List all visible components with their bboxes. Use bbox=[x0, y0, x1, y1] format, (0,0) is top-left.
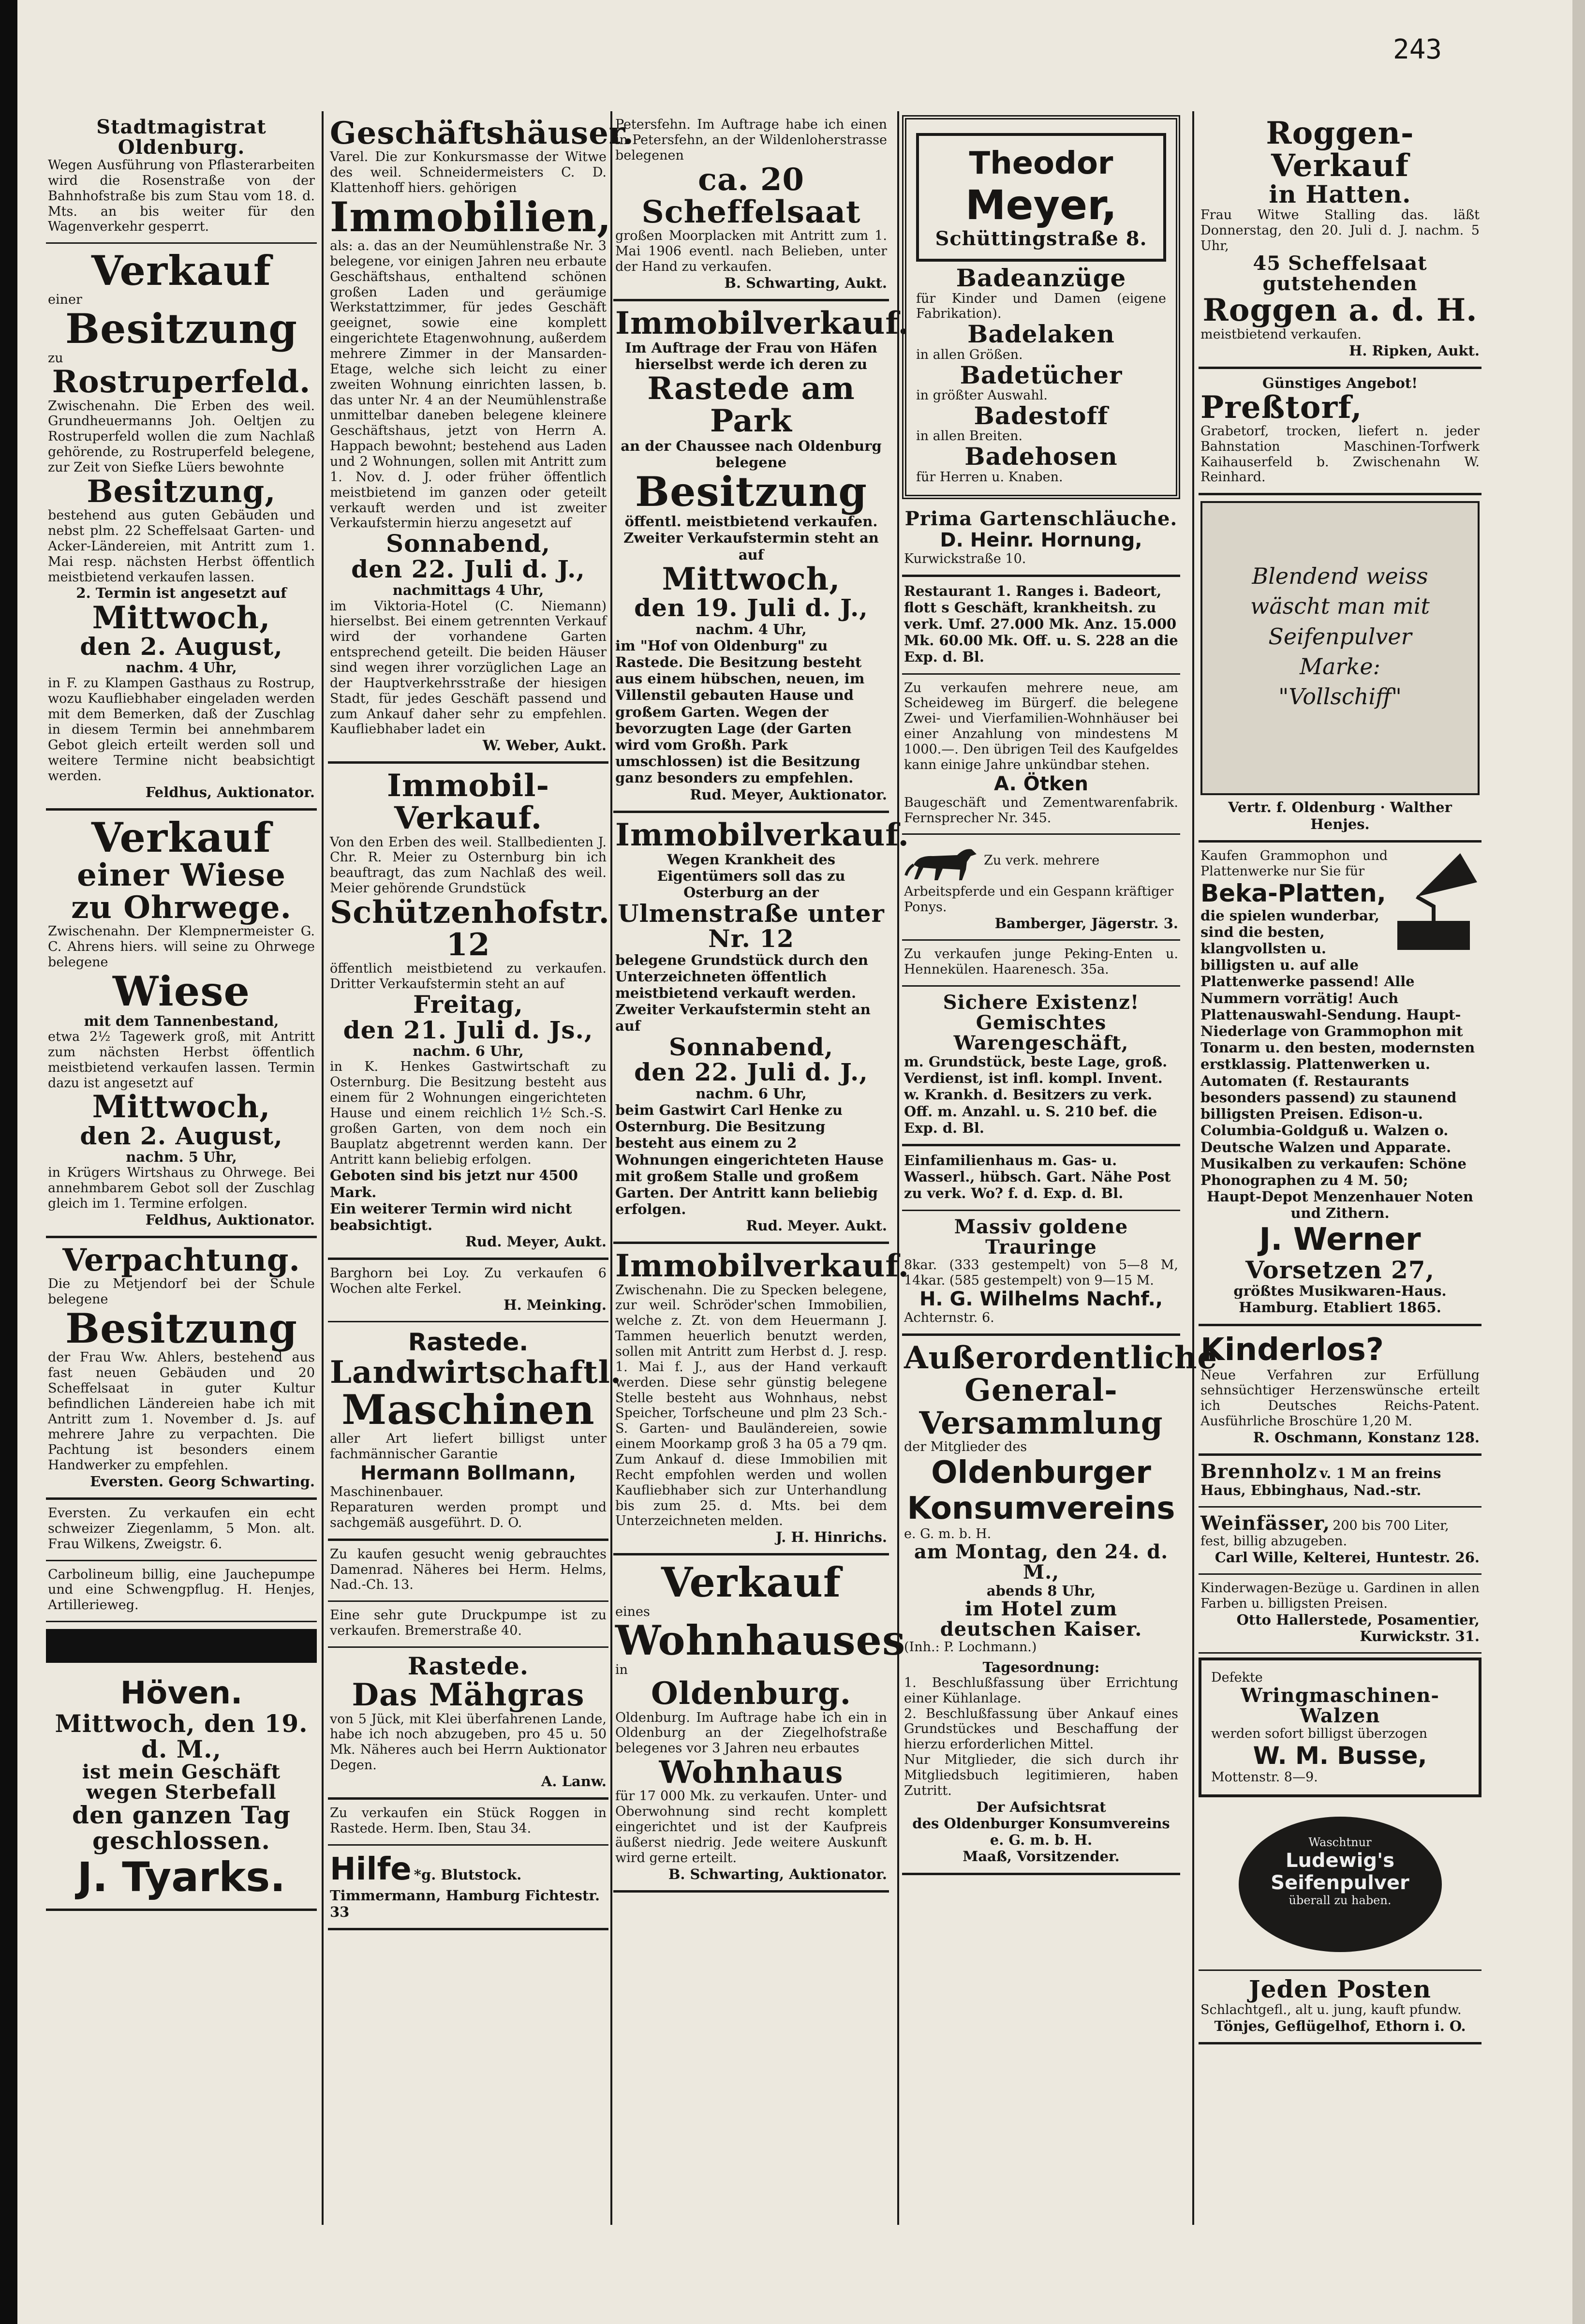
ad-immobilverkauf-rastede bbox=[613, 301, 909, 813]
ad-headline: Wohnhauses bbox=[615, 1616, 906, 1665]
ad-agenda-item: 2. Beschlußfassung über Ankauf eines Grundstückes und Beschaffung der hierzu erforderlichen Mittel. bbox=[904, 1706, 1178, 1752]
ad-weinfaesser bbox=[1199, 1508, 1481, 1575]
ad-gartenschlaeuche bbox=[902, 503, 1180, 577]
ad-company: H. G. Wilhelms Nachf., bbox=[919, 1288, 1163, 1311]
ad-time: nachm. 6 Uhr, bbox=[413, 1043, 524, 1060]
ad-address: Vorsetzen 27, bbox=[1245, 1255, 1435, 1284]
ad-text: Kaufen Grammophon und Plattenwerke nur Sie für bbox=[1200, 848, 1388, 879]
ad-text: 200 bis 700 Liter, fest, billig abzugeben. bbox=[1200, 1518, 1449, 1549]
ad-day: Mittwoch, bbox=[92, 1089, 271, 1125]
ad-hoeven bbox=[46, 1670, 317, 1911]
ad-verkauf-wohnhaus bbox=[613, 1555, 906, 1892]
ad-headline: Immobil-Verkauf. bbox=[387, 768, 549, 837]
ad-item-note: in allen Breiten. bbox=[916, 429, 1023, 444]
ad-signature: J. H. Hinrichs. bbox=[775, 1529, 887, 1546]
ad-text: Die zu Metjendorf bei der Schule belegene bbox=[48, 1276, 315, 1307]
ad-signature: Feldhus, Auktionator. bbox=[145, 784, 315, 800]
ad-roggen-verkauf bbox=[1199, 111, 1481, 369]
ad-headline: Roggen a. d. H. bbox=[1202, 292, 1478, 329]
ad-item-note: für Kinder und Damen (eigene Fabrikation). bbox=[916, 291, 1166, 322]
ad-signature: Feldhus, Auktionator. bbox=[145, 1211, 315, 1228]
ad-arbeitspferde bbox=[902, 835, 1180, 941]
ad-headline: Rastede. bbox=[408, 1328, 529, 1356]
ad-time: nachmittags 4 Uhr, bbox=[392, 582, 544, 599]
ad-text: beim Gastwirt Carl Henke zu Osternburg. Die Besitzung besteht aus einem zu 2 Wohnungen eingerichteten Hause mit großem Stalle und großem Garten. Der Antritt kann beliebig erfolgen. bbox=[615, 1101, 884, 1218]
black-rule bbox=[46, 1629, 317, 1663]
ad-date: den 21. Juli d. Js., bbox=[343, 1015, 593, 1044]
ad-headline: Immobilverkauf. bbox=[615, 1248, 909, 1285]
ad-ludewigs-brand: Ludewig's bbox=[1285, 1850, 1395, 1872]
ad-hilfe bbox=[328, 1846, 608, 1930]
ad-signature: des Oldenburger Konsumvereins e. G. m. b. H. bbox=[912, 1815, 1170, 1849]
horse-icon bbox=[904, 841, 981, 884]
ad-restaurant bbox=[902, 577, 1180, 675]
ad-place: Oldenburg. bbox=[651, 1675, 852, 1712]
ad-subline: e. G. m. b. H. bbox=[904, 1526, 992, 1541]
ad-brennholz bbox=[1199, 1456, 1481, 1508]
ad-headline: Besitzung bbox=[65, 1304, 298, 1352]
ad-company: J. Werner bbox=[1259, 1221, 1421, 1258]
ad-headline: Konsumvereins bbox=[907, 1490, 1175, 1526]
ad-headline: Besitzung, bbox=[87, 473, 276, 510]
ad-script-line: Blendend weiss bbox=[1252, 563, 1428, 590]
ad-text: Zwischenahn. Die Erben des weil. Grundheuermanns Joh. Oeltjen zu Rostruperfeld wollen die zum Nachlaß gehörende, zu Rostruperfeld belegene, zur Zeit von Siefke Lüers bewohnte bbox=[48, 398, 315, 475]
ad-headline: Besitzung bbox=[65, 305, 298, 353]
ad-signature: Eversten. Georg Schwarting. bbox=[90, 1473, 315, 1490]
ad-text: öffentl. meistbietend verkaufen. Zweiter Verkaufstermin steht an auf bbox=[623, 513, 879, 563]
laundry-illustration bbox=[1200, 501, 1480, 795]
ad-text: Frau Witwe Stalling das. läßt Donnerstag, den 20. Juli d. J. nachm. 5 Uhr, bbox=[1200, 207, 1480, 253]
ad-wringmaschinen bbox=[1199, 1658, 1481, 1798]
ad-text: 8kar. (333 gestempelt) von 5—8 M, 14kar. (585 gestempelt) von 9—15 M. bbox=[904, 1257, 1178, 1288]
ad-enten bbox=[902, 941, 1180, 987]
ad-name-box bbox=[916, 133, 1166, 262]
ad-headline: Maschinen bbox=[341, 1386, 595, 1434]
ad-script-line: "Vollschiff" bbox=[1278, 683, 1402, 710]
ad-headline: ca. 20 Scheffelsaat bbox=[641, 161, 861, 230]
ad-text: Eversten. Zu verkaufen ein echt schweizer Ziegenlamm, 5 Mon. alt. Frau Wilkens, Zweigstr. 6. bbox=[48, 1505, 315, 1552]
ad-text: ist mein Geschäft wegen Sterbefall bbox=[82, 1761, 281, 1804]
ad-text: den ganzen Tag geschlossen. bbox=[72, 1801, 291, 1855]
ad-place: im Hotel zum deutschen Kaiser. bbox=[940, 1597, 1142, 1641]
ad-text: Zu verkaufen ein Stück Roggen in Rastede. Herm. Iben, Stau 34. bbox=[330, 1806, 607, 1836]
ad-item: Badetücher bbox=[960, 360, 1123, 389]
ad-oetken bbox=[902, 675, 1180, 835]
ad-jeden-posten bbox=[1199, 1971, 1481, 2044]
ad-agenda-title: Tagesordnung: bbox=[982, 1658, 1100, 1675]
ad-company: A. Ötken bbox=[993, 772, 1089, 795]
ad-bold-text: Ein weiterer Termin wird nicht beabsichtigt. bbox=[330, 1200, 572, 1234]
ad-text: Zwischenahn. Der Klempnermeister G. C. Ahrens hiers. will seine zu Ohrwege belegene bbox=[48, 924, 315, 970]
ad-text: in K. Henkes Gastwirtschaft zu Osternburg. Die Besitzung besteht aus einem für 2 Wohnungen eingerichteten Hause und einem reichlich 1½ Sch.-S. großen Garten, von dem noch ein Bauplatz abgetrennt werden kann. Der Antritt kann beliebig erfolgen. bbox=[330, 1059, 607, 1167]
ad-headline: Verkauf bbox=[661, 1558, 841, 1607]
ad-signature: W. Weber, Aukt. bbox=[482, 737, 607, 754]
ad-headline: Verkauf bbox=[91, 813, 271, 861]
ad-headline: Höven. bbox=[120, 1675, 243, 1712]
ad-signature: R. Oschmann, Konstanz 128. bbox=[1253, 1429, 1480, 1446]
ad-time: nachm. 4 Uhr, bbox=[126, 659, 237, 676]
ad-subline: (Inh.: P. Lochmann.) bbox=[904, 1639, 1037, 1655]
ad-kinderlos bbox=[1199, 1326, 1481, 1456]
ad-maehgras bbox=[328, 1648, 608, 1800]
ad-verpachtung bbox=[46, 1238, 317, 1500]
ad-beka-platten bbox=[1199, 843, 1481, 1326]
ad-text: Zu kaufen gesucht wenig gebrauchtes Damenrad. Näheres bei Herm. Helms, Nad.-Ch. 13. bbox=[330, 1546, 607, 1593]
ad-headline: Brennholz bbox=[1200, 1460, 1318, 1483]
ad-headline: Außerordentliche bbox=[904, 1340, 1218, 1377]
ad-headline: Massiv goldene Trauringe bbox=[954, 1215, 1128, 1258]
ad-signature: Rud. Meyer, Aukt. bbox=[465, 1233, 607, 1250]
ad-text: etwa 2½ Tagewerk groß, mit Antritt zum nächsten Herbst öffentlich meistbietend verkaufen lassen. Termin dazu ist angesetzt auf bbox=[48, 1029, 315, 1091]
ad-address: Kurwickstraße 10. bbox=[904, 551, 1026, 566]
ad-text: in Krügers Wirtshaus zu Ohrwege. Bei annehmbarem Gebot soll der Zuschlag gleich im 1. Termine erfolgen. bbox=[48, 1165, 315, 1212]
ad-signature: Maaß, Vorsitzender. bbox=[963, 1848, 1120, 1865]
ad-script-line: wäscht man mit bbox=[1250, 593, 1430, 620]
ad-script-line: Marke: bbox=[1299, 653, 1381, 680]
ad-text: Eine sehr gute Druckpumpe ist zu verkaufen. Bremerstraße 40. bbox=[330, 1608, 607, 1639]
ad-text: der Frau Ww. Ahlers, bestehend aus fast neuen Gebäuden und 20 Scheffelsaat in guter Kultur befindlichen Ländereien habe ich mit Antritt zum 1. November d. Js. auf mehrere Jahre zu verpachten. Die Pachtung ist besonders einem Handwerker zu empfehlen. bbox=[48, 1350, 315, 1473]
ad-signature: B. Schwarting, Aukt. bbox=[724, 274, 887, 291]
ad-warengeschaeft bbox=[902, 987, 1180, 1146]
ad-text: im "Hof von Oldenburg" zu Rastede. Die Besitzung besteht aus einem hübschen, neuen, im Villenstil gebauten Hause und großem Garten. Wegen der bevorzugten Lage (der Garten wird vom Großh. Park umschlossen) ist die Besitzung ganz besonders zu empfehlen. bbox=[615, 637, 865, 786]
ad-druckpumpe bbox=[328, 1602, 608, 1648]
ad-text: an der Chaussee nach Oldenburg belegene bbox=[621, 437, 882, 471]
ad-text: die spielen wunderbar, sind die besten, klangvollsten u. billigsten u. auf alle Plattenwerke passend! Alle Nummern vorrätig! Auch Plattenauswahl-Sendung. Haupt-Niederlage von Grammophon mit Tonarm u. den besten, modernsten erstklassig. Plattenwerken u. Automaten (f. Restaurants besonders passend) zu staunend billigsten Preisen. Edison-u. Columbia-Goldguß u. Walzen o. Deutsche Walzen und Apparate. Musikalben zu verkaufen: Schöne Phonographen zu 4 M. 50; bbox=[1200, 907, 1475, 1188]
ad-headline: Preßtorf, bbox=[1200, 389, 1363, 426]
ad-immobilverkauf-zwischenahn bbox=[613, 1244, 909, 1555]
ad-headline: Weinfässer, bbox=[1200, 1512, 1331, 1535]
ad-address: Mottenstr. 8—9. bbox=[1211, 1769, 1318, 1785]
ad-damenrad bbox=[328, 1541, 608, 1602]
ad-headline: Gemischtes Warengeschäft, bbox=[953, 1011, 1129, 1054]
ad-text: Varel. Die zur Konkursmasse der Witwe des weil. Schneidermeisters C. D. Klattenhoff hiers. gehörigen bbox=[330, 149, 607, 195]
ad-signature: J. Tyarks. bbox=[77, 1853, 286, 1901]
ad-place: in Hatten. bbox=[1269, 180, 1411, 209]
ad-text: Barghorn bei Loy. Zu verkaufen 6 Wochen alte Ferkel. bbox=[330, 1266, 607, 1297]
ad-place: Rostruperfeld. bbox=[52, 364, 311, 400]
ad-text: von 5 Jück, mit Klei überfahrenen Lande, habe ich noch abzugeben, pro 45 u. 50 Mk. Näheres auch bei Herrn Auktionator Degen. bbox=[330, 1711, 607, 1773]
ad-text: v. 1 M an freins Haus, Ebbinghaus, Nad.-str. bbox=[1200, 1465, 1441, 1499]
ad-time: abends 8 Uhr, bbox=[986, 1582, 1096, 1599]
ad-text: aller Art liefert billigst unter fachmännischer Garantie bbox=[330, 1431, 607, 1462]
ad-headline: Günstiges Angebot! bbox=[1262, 374, 1418, 391]
column-2 bbox=[328, 111, 634, 2225]
ad-day: Freitag, bbox=[413, 990, 523, 1019]
column-rule bbox=[610, 111, 612, 2225]
ad-title: Stadtmagistrat Oldenburg. bbox=[96, 116, 267, 159]
ad-headline: Schützenhofstr. 12 bbox=[330, 894, 610, 963]
ad-headline: einer Wiese bbox=[77, 857, 286, 893]
ad-item: Badeanzüge bbox=[956, 264, 1126, 292]
ad-text: Oldenburg. Im Auftrage habe ich ein in Oldenburg an der Ziegelhofstraße belegenes vor 3 Jahren neu erbautes bbox=[615, 1710, 887, 1756]
ad-subline: Baugeschäft und Zementwarenfabrik. Fernsprecher Nr. 345. bbox=[904, 795, 1178, 826]
ad-headline: Sichere Existenz! bbox=[943, 991, 1140, 1014]
ad-company: D. Heinr. Hornung, bbox=[940, 529, 1142, 551]
ad-vollschiff bbox=[1199, 495, 1481, 842]
ad-text: im Viktoria-Hotel (C. Niemann) hierselbst. Bei einem getrennten Verkauf wird der vorhandene Garten entsprechend geteilt. Die beiden Häuser sind wegen ihrer vorzüglichen Lage an der Hauptverkehrsstraße der hiesigen Stadt, für jedes Geschäft passend und zum Ankauf daher sehr zu empfehlen. Kaufliebhaber ladet ein bbox=[330, 598, 607, 737]
ad-text: großen Moorplacken mit Antritt zum 1. Mai 1906 eventl. nach Belieben, unter der Hand zu verkaufen. bbox=[615, 228, 887, 274]
ad-headline: Versammlung bbox=[919, 1405, 1163, 1441]
ad-ludewigs-line: überall zu haben. bbox=[1289, 1894, 1392, 1907]
ad-text: Zu verkaufen junge Peking-Enten u. Hennekülen. Haarenesch. 35a. bbox=[904, 947, 1178, 977]
ad-date: den 2. August, bbox=[80, 632, 283, 661]
ad-text: Wegen Krankheit des Eigentümers soll das zu Osterburg an der bbox=[657, 851, 845, 901]
ad-subline: in bbox=[615, 1662, 628, 1677]
ad-text: Reparaturen werden prompt und sachgemäß ausgeführt. D. O. bbox=[330, 1499, 607, 1530]
ad-day: Mittwoch, bbox=[92, 599, 271, 636]
ad-signature: Tönjes, Geflügelhof, Ethorn i. O. bbox=[1214, 2017, 1466, 2034]
ad-headline: Hilfe bbox=[330, 1851, 412, 1887]
ad-kinderwagen bbox=[1199, 1575, 1481, 1654]
ad-text: für 17 000 Mk. zu verkaufen. Unter- und Oberwohnung sind recht komplett eingerichtet und ist der Kaufpreis äußerst niedrig. Jede weitere Auskunft wird gerne erteilt. bbox=[615, 1789, 887, 1865]
ad-signature: Bamberger, Jägerstr. 3. bbox=[994, 915, 1178, 932]
ad-time: nachm. 4 Uhr, bbox=[696, 621, 807, 637]
ad-text: Grabetorf, trocken, liefert n. jeder Bahnstation Maschinen-Torfwerk Kaihauserfeld b. Zwischenahn W. Reinhard. bbox=[1200, 423, 1480, 485]
ad-text: werden sofort billigst überzogen bbox=[1211, 1726, 1428, 1741]
ad-headline: Wiese bbox=[113, 967, 250, 1015]
ad-bollmann-maschinen bbox=[328, 1322, 622, 1541]
ad-company: Meyer, bbox=[965, 181, 1117, 229]
ad-day: Mittwoch, den 19. d. M., bbox=[55, 1709, 308, 1763]
ad-company: Hermann Bollmann, bbox=[360, 1462, 577, 1485]
ad-text: Restaurant 1. Ranges i. Badeort, flott s Geschäft, krankheitsh. zu verk. Umf. 27.000 Mk. Anz. 15.000 Mk. 60.00 Mk. Off. u. S. 228 an die Exp. d. Bl. bbox=[904, 582, 1178, 666]
gramophone-icon bbox=[1388, 848, 1480, 960]
column-1 bbox=[46, 111, 317, 2225]
ad-stadtmagistrat bbox=[46, 111, 317, 244]
ad-text: Wegen Ausführung von Pflasterarbeiten wird die Rosenstraße von der Bahnhofstraße bis zum Stau vom 18. d. Mts. an bis weiter für den Wagenverkehr gesperrt. bbox=[48, 158, 315, 235]
ad-address: Achternstr. 6. bbox=[904, 1310, 994, 1326]
ad-text: als: a. das an der Neumühlenstraße Nr. 3 belegene, vor einigen Jahren neu erbaute Geschäftshaus, enthaltend schönen großen Laden und geräumige Werkstattzimmer, für jedes Geschäft geeignet, sowie eine komplett eingerichtete Etagenwohnung, außerdem mehrere Zimmer in der Mansarden-Etage, welche sich leicht zu einer zweiten Wohnung einrichten lassen, b. das unter Nr. 4 an der Neumühlenstraße unmittelbar daneben belegene kleinere Geschäftshaus, jetzt von Herrn A. Happach bewohnt; bestehend aus Laden und 2 Wohnungen, sollen mit Antritt zum 1. Nov. d. J. oder früher öffentlich meistbietend im ganzen oder geteilt verkauft werden und ist zweiter Verkaufstermin hierzu angesetzt auf bbox=[330, 238, 607, 531]
ad-agenda-item: 1. Beschlußfassung über Errichtung einer Kühlanlage. bbox=[904, 1675, 1178, 1706]
ad-subline: Maschinenbauer. bbox=[330, 1484, 444, 1500]
ad-text: Im Auftrage der Frau von Häfen hierselbst werde ich deren zu bbox=[625, 339, 877, 372]
ad-theodor-meyer bbox=[902, 115, 1180, 499]
ad-geschaeftshaeuser bbox=[328, 111, 634, 764]
ad-bold-text: Geboten sind bis jetzt nur 4500 Mark. bbox=[330, 1167, 578, 1200]
ad-day: Sonnabend, bbox=[385, 529, 551, 558]
ad-text: in F. zu Klampen Gasthaus zu Rostrup, wozu Kaufliebhaber eingeladen werden mit dem Bemerken, daß der Zuschlag in diesem Termin bei annehmbarem Gebot gleich erteilt werden soll und weitere Termine nicht beabsichtigt werden. bbox=[48, 676, 315, 784]
ad-subline: Defekte bbox=[1211, 1670, 1263, 1685]
ad-headline: Landwirtschaftl. bbox=[330, 1354, 622, 1391]
ad-company: W. M. Busse, bbox=[1253, 1741, 1427, 1770]
column-5 bbox=[1199, 111, 1481, 2225]
ad-trauringe bbox=[902, 1211, 1180, 1336]
ad-address: Schüttingstraße 8. bbox=[935, 227, 1147, 250]
column-rule bbox=[322, 111, 324, 2225]
ad-text: Carbolineum billig, eine Jauchepumpe und eine Schwengpflug. H. Henjes, Artillerieweg. bbox=[48, 1567, 315, 1613]
ad-item-note: in größter Auswahl. bbox=[916, 388, 1048, 403]
ad-immobilverkauf-osterburg bbox=[613, 813, 909, 1244]
ad-item: Badestoff bbox=[974, 401, 1109, 430]
ad-item: Badelaken bbox=[967, 320, 1115, 349]
ad-text: bestehend aus guten Gebäuden und nebst plm. 22 Scheffelsaat Garten- und Acker-Ländereien, mit Antritt zum 1. Mai resp. nächsten Herbst öffentlich meistbietend verkaufen lassen. bbox=[48, 508, 315, 585]
ad-day: Sonnabend, bbox=[668, 1032, 834, 1061]
ad-headline: Wringmaschinen-Walzen bbox=[1240, 1684, 1440, 1727]
ad-subline: mit dem Tannenbestand, bbox=[84, 1012, 279, 1029]
ad-headline: Besitzung bbox=[635, 467, 868, 516]
ad-headline: General- bbox=[964, 1372, 1118, 1409]
page-number: 243 bbox=[1393, 34, 1442, 65]
ad-script-line: Seifenpulver bbox=[1268, 623, 1412, 650]
ad-headline: Beka-Platten, bbox=[1200, 879, 1386, 907]
ad-ludewigs-oval bbox=[1239, 1817, 1442, 1952]
ad-date: den 22. Juli d. J., bbox=[634, 1058, 868, 1087]
ad-item-note: für Herren u. Knaben. bbox=[916, 469, 1063, 485]
ad-bold-text: Haupt-Depot Menzenhauer Noten und Zithern. bbox=[1207, 1188, 1473, 1222]
ad-petersfehn bbox=[613, 111, 889, 301]
ad-day: Mittwoch, bbox=[662, 561, 841, 597]
ad-immobil-verkauf bbox=[328, 764, 608, 1260]
ad-signature: Der Aufsichtsrat bbox=[976, 1798, 1106, 1815]
ad-day: am Montag, den 24. d. M., bbox=[914, 1540, 1169, 1584]
page-edge-left bbox=[0, 0, 17, 2324]
column-rule bbox=[897, 111, 899, 2225]
ad-company: Theodor bbox=[969, 146, 1113, 181]
ad-headline: Verpachtung. bbox=[62, 1242, 300, 1278]
ad-text: Einfamilienhaus m. Gas- u. Wasserl., hübsch. Gart. Nähe Post zu verk. Wo? f. d. Exp. d. Bl. bbox=[904, 1152, 1171, 1202]
ad-text: Nur Mitglieder, die sich durch ihr Mitgliedsbuch legitimieren, haben Zutritt. bbox=[904, 1752, 1178, 1798]
ad-headline: Immobilverkauf. bbox=[615, 305, 909, 341]
ad-subline: der Mitglieder des bbox=[904, 1439, 1027, 1454]
ad-ziegenlamm bbox=[46, 1500, 317, 1561]
ad-place: zu Ohrwege. bbox=[71, 889, 292, 926]
ad-headline: Kinderlos? bbox=[1200, 1332, 1384, 1368]
ad-headline: Oldenburger bbox=[931, 1454, 1151, 1491]
ad-signature: H. Ripken, Aukt. bbox=[1349, 342, 1480, 359]
ad-signature: A. Lanw. bbox=[541, 1773, 607, 1790]
ad-headline: Wohnhaus bbox=[659, 1754, 844, 1791]
ad-headline: Ulmenstraße unter Nr. 12 bbox=[618, 899, 885, 953]
ad-text: Neue Verfahren zur Erfüllung sehnsüchtiger Herzenswünsche erteilt ich Deutsches Reichs-Patent. Ausführliche Broschüre 1,20 M. bbox=[1200, 1367, 1480, 1429]
ad-subline: zu bbox=[48, 350, 63, 366]
ad-signature: B. Schwarting, Auktionator. bbox=[668, 1865, 887, 1882]
ad-headline: Geschäftshäuser. bbox=[330, 115, 634, 151]
ad-item-note: in allen Größen. bbox=[916, 347, 1023, 362]
ad-text: meistbietend verkaufen. bbox=[1200, 326, 1362, 342]
ad-headline: Rastede. bbox=[407, 1651, 529, 1680]
column-4 bbox=[902, 111, 1218, 2225]
ad-signature: Otto Hallerstede, Posamentier, Kurwickstr. 31. bbox=[1236, 1611, 1480, 1644]
ad-headline: Immobilien, bbox=[330, 192, 612, 241]
ad-subline: eines bbox=[615, 1604, 650, 1619]
ad-headline: Das Mähgras bbox=[352, 1677, 585, 1714]
ad-time: nachm. 5 Uhr, bbox=[126, 1149, 237, 1166]
ad-text: m. Grundstück, beste Lage, groß. Verdienst, ist infl. kompl. Invent. w. Krankh. d. Besitzers zu verk. Off. m. Anzahl. u. S. 210 bef. die Exp. d. Bl. bbox=[904, 1053, 1168, 1136]
ad-date: den 22. Juli d. J., bbox=[351, 554, 585, 583]
ad-headline: Jeden Posten bbox=[1248, 1975, 1431, 2004]
ad-signature: Rud. Meyer, Auktionator. bbox=[690, 786, 887, 803]
ad-headline: 45 Scheffelsaat gutstehenden bbox=[1253, 252, 1427, 296]
ad-termin: 2. Termin ist angesetzt auf bbox=[76, 585, 287, 602]
ad-ludewigs-line: Waschtnur bbox=[1308, 1836, 1372, 1850]
ad-ludewigs-product: Seifenpulver bbox=[1271, 1872, 1409, 1894]
ad-text: Zwischenahn. Die zu Specken belegene, zur weil. Schröder'schen Immobilien, welche z. Zt. von dem Heuermann J. Tammen heuerlich benutzt werden, sollen mit Antritt zum Herbst d. J. resp. 1. Mai f. J., aus der Hand verkauft werden. Diese sehr günstig belegene Stelle besteht aus Wohnhaus, nebst Speicher, Torfscheune und plm 23 Sch.-S. Garten- und Bauländereien, sowie einem Moorkamp groß 3 ha 05 a 79 qm. Zum Ankauf d. diese Immobilien mit Recht empfohlen werden und wollen Kaufliebhaber sich zur Unterhandlung bis zum 25. d. Mts. bei dem Unterzeichneten melden. bbox=[615, 1282, 887, 1529]
ad-caption: Vertr. f. Oldenburg · Walther Henjes. bbox=[1228, 799, 1452, 832]
ad-text: Schlachtgefl., alt u. jung, kauft pfundw. bbox=[1200, 2002, 1462, 2017]
column-rule bbox=[1192, 111, 1194, 2225]
ad-headline: Verkauf bbox=[91, 247, 271, 295]
ad-signature: H. Meinking. bbox=[504, 1296, 607, 1313]
ad-text: Kinderwagen-Bezüge u. Gardinen in allen Farben u. billigsten Preisen. bbox=[1200, 1581, 1480, 1611]
ad-text: Zu verkaufen mehrere neue, am Scheideweg im Bürgerf. die belegene Zwei- und Vierfamilien-Wohnhäuser bei einer Anzahlung von mindestens M 1000.—. Den übrigen Teil des Kaufgeldes kann einige Jahre unkündbar stehen. bbox=[904, 680, 1178, 772]
ad-script bbox=[1202, 503, 1478, 711]
ad-text: größtes Musikwaren-Haus. Hamburg. Etabliert 1865. bbox=[1233, 1283, 1447, 1316]
ad-item: Badehosen bbox=[964, 442, 1118, 471]
ad-ferkel bbox=[328, 1260, 608, 1322]
ad-time: nachm. 6 Uhr, bbox=[696, 1085, 807, 1102]
ad-generalversammlung bbox=[902, 1336, 1218, 1875]
page-edge-right bbox=[1572, 0, 1585, 2324]
ad-text: öffentlich meistbietend zu verkaufen. Dritter Verkaufstermin steht an auf bbox=[330, 961, 607, 992]
ad-headline: Prima Gartenschläuche. bbox=[904, 507, 1178, 530]
ad-date: den 19. Juli d. J., bbox=[634, 593, 868, 622]
ad-subline: einer bbox=[48, 292, 82, 308]
ad-einfamilienhaus bbox=[902, 1146, 1180, 1211]
ad-headline: Roggen-Verkauf bbox=[1266, 115, 1414, 184]
ad-roggen-rastede bbox=[328, 1800, 608, 1846]
ad-text: *g. Blutstock. Timmermann, Hamburg Fichtestr. 33 bbox=[330, 1866, 600, 1920]
column-3 bbox=[613, 111, 909, 2225]
ad-signature: Rud. Meyer. Aukt. bbox=[746, 1217, 887, 1234]
ad-text: Zu verk. mehrere Arbeitspferde und ein Gespann kräftiger Ponys. bbox=[904, 853, 1174, 915]
ad-ludewigs bbox=[1199, 1801, 1481, 1971]
ad-headline: Immobilverkauf. bbox=[615, 816, 909, 853]
ad-verkauf-besitzung bbox=[46, 244, 317, 810]
ad-headline: Rastede am Park bbox=[647, 370, 855, 440]
ad-verkauf-wiese bbox=[46, 811, 317, 1238]
ad-text: Von den Erben des weil. Stallbedienten J. Chr. R. Meier zu Osternburg bin ich beauftragt, das zum Nachlaß des weil. Meier gehörende Grundstück bbox=[330, 834, 607, 896]
ad-text: Petersfehn. Im Auftrage habe ich einen in Petersfehn, an der Wildenloherstrasse belegenen bbox=[615, 117, 887, 163]
ad-carbolineum bbox=[46, 1561, 317, 1623]
ad-text: belegene Grundstück durch den Unterzeichneten öffentlich meistbietend verkauft werden. Zweiter Verkaufstermin steht an auf bbox=[615, 951, 871, 1035]
ad-date: den 2. August, bbox=[80, 1121, 283, 1150]
ad-signature: Carl Wille, Kelterei, Huntestr. 26. bbox=[1215, 1549, 1480, 1566]
ad-presstorf bbox=[1199, 369, 1481, 496]
